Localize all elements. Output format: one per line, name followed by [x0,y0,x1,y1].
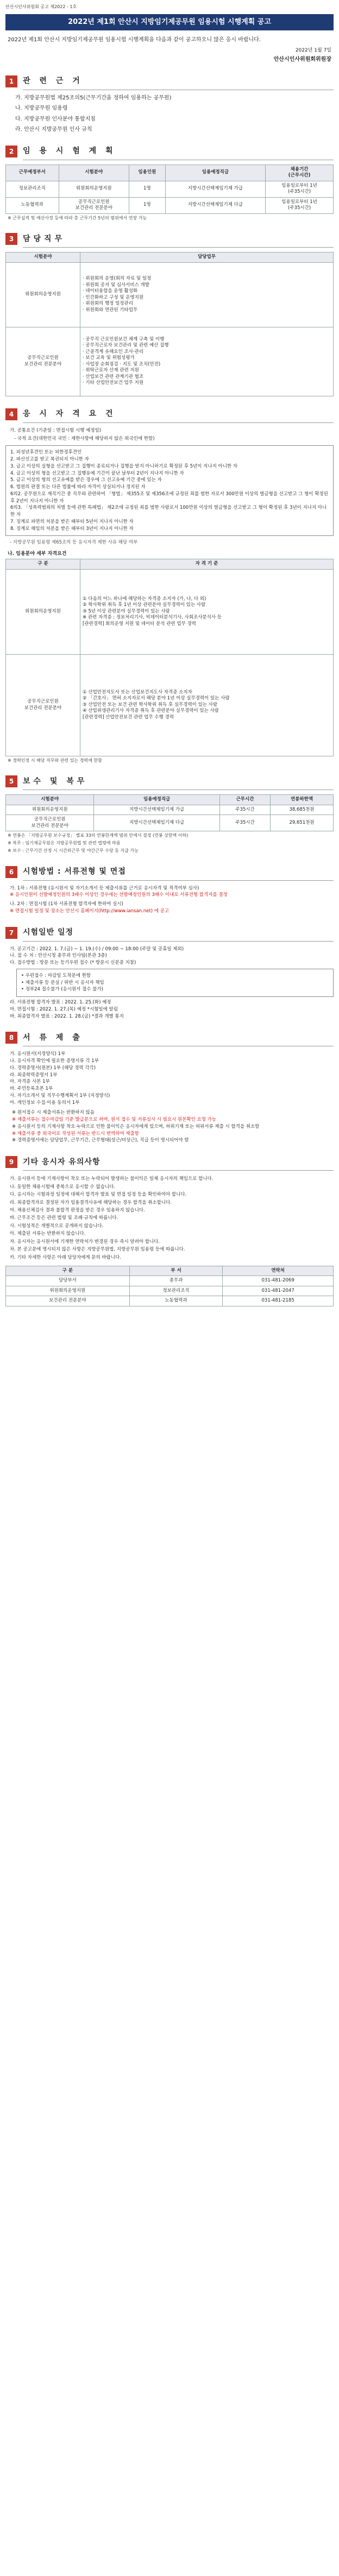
section-title: 시험일반 일정 [23,928,74,937]
table-cell: ① 산업안전지도사 또는 산업보건지도사 자격증 소지자 ② 「간호사」 면허 소지자로서 해당 분야 1년 이상 실무경력이 있는 사람 ③ 산업안전 또는 보건 관련 학사학위 취득 후 실무경력이 있는 사람 ④ 산업위생관리기사 자격증 취득 후 관련분야 실무경력이 있는 사람 [관련경력] 산업안전보건 관련 업무 수행 경력 [80,654,334,756]
table-cell: 임용일로부터 1년 (주35시간) [266,197,334,213]
table-cell: 임용일로부터 1년 (주35시간) [266,181,334,197]
disqualification-box [5,445,334,536]
table-cell: 29,651천원 [271,815,334,831]
list-item: 라. 안산시 지방공무원 인사 규칙 [15,127,92,133]
list-item: • 정부24 접수불가 (응시원서 접수 불가) [21,987,103,993]
list-item: 마. 면접시험 : 2022. 1. 27.(목) 예정 *시험일에 알림 [10,1006,118,1012]
table-cell: 정보관리조직 [6,181,59,197]
contact-table [5,1266,334,1306]
list-item: 2. 파산선고를 받고 복권되지 아니한 자 [10,457,89,463]
table-cell: 지방시간선택제임기제 가급 [94,805,219,815]
section-5-heading [5,775,334,787]
table-row [6,1286,334,1296]
schedule-list [10,946,334,967]
table-cell: 공무직근로인원 보건관리 전문분야 [59,197,129,213]
table-cell: 보건관리 전문분야 [6,1296,130,1306]
table-header: 구 분 [6,559,80,569]
list-item: 마. 자격증 사본 1부 [10,1079,50,1085]
section-number: 9 [5,1156,17,1168]
disqualification-note: - 지방공무원 임용령 제65조의 등 응시자격 제한 사유 해당 여부 [10,540,138,546]
table-row [6,327,334,396]
table-header: 임용예정직급 [94,795,219,805]
submission-notice-box [16,969,334,997]
list-item: 라. 최종합격자로 결정된 자가 임용결격사유에 해당하는 경우 합격을 취소합니다. [10,1199,172,1205]
table-cell: 위원회의운영지원 [6,1286,130,1296]
table-cell: 위원회의운영지원 [6,262,80,327]
section-1-heading [5,75,334,87]
table-cell: · 위원회의 운영(회의 자료 및 일정 · 위원회 공지 및 심사서비스 개발 · 데이터융합을 운영 활성화 · 인간화하고 구성 및 운영지원 · 위원회의 행정 일정관리 · 위원회와 연관된 기타업무 [80,262,334,327]
table-cell: 총무과 [129,1276,223,1286]
list-item: ※ 원서접수 시 제출서류는 반환하지 않음 [12,1110,95,1116]
table-row [6,1296,334,1306]
list-item: 6. 법원의 판결 또는 다른 법률에 따라 자격이 상실되거나 정지된 자 [10,484,146,490]
list-item: 6의2. 공무원으로 재직기간 중 직무와 관련하여 「형법」 제355조 및 제356조에 규정된 죄를 범한 자로서 300만원 이상의 벌금형을 선고받고 그 형이 확정된 후 2년이 지나지 아니한 자 [10,491,328,504]
salary-table [5,794,334,831]
section-number: 2 [5,146,17,157]
table-cell: 노동협력과 [6,197,59,213]
table-header: 연락처 [223,1266,334,1276]
list-item: 나. 응시자격 확인에 필요한 증명서류 각 1부 [10,1058,99,1064]
table-header: 근무예정부서 [6,165,59,181]
legal-basis-list [5,94,334,134]
qualification-intro-sub: - 국적 요건(대한민국 국민 : 제한사항에 해당하지 않은 외국인에 한함) [14,435,155,441]
table-cell: 지방시간선택제임기제 가급 [165,181,265,197]
section-9-heading [5,1156,334,1168]
table-cell: 노동협력과 [129,1296,223,1306]
qualification-table [5,559,334,756]
table-row [6,1276,334,1286]
table-cell: 1명 [129,197,166,213]
section-title: 서 류 제 출 [23,1033,83,1042]
documents-notes [12,1109,334,1144]
table-header: 부 서 [129,1266,223,1276]
list-item: ※ 제출서류 중 외국어로 작성된 서류는 반드시 번역하여 제출함 [12,1131,140,1137]
list-item: 다. 경력증명서(원본) 1부 (해당 경력 각각) [10,1065,96,1071]
section-number: 1 [5,75,17,87]
section-number: 4 [5,408,17,420]
table-cell: 공무직근로인원 보건관리 전문분야 [6,654,80,756]
table-header: 임용예정직급 [165,165,265,181]
list-item: 가. 공고기간 : 2022. 1. 7.(금) ~ 1. 19.(수) / 09:00 ~ 18:00 (주말 및 공휴일 제외) [10,946,184,952]
section-number: 5 [5,775,17,787]
list-item: 5. 금고 이상의 형의 선고유예를 받은 경우에 그 선고유예 기간 중에 있는 자 [10,477,162,483]
list-item: • 우편접수 : 마감일 도착분에 한함 [21,973,91,978]
list-item: 가. 응시원서(지정양식) 1부 [10,1051,66,1057]
issuing-org: 안산시인사위원회위원장 [273,56,331,63]
section-2-heading [5,146,334,157]
table-row [6,197,334,213]
section-7-heading [5,927,334,939]
section-8-heading [5,1032,334,1044]
list-item: 마. 채용신체검사 결과 불합격 판정을 받은 경우 임용하지 않습니다. [10,1207,145,1213]
list-item: ※ 응시원서 등의 기재사항 착오·누락으로 인한 불이익은 응시자에게 있으며, 허위기재 또는 허위서류 제출 시 합격을 취소함 [12,1123,260,1129]
list-item: ※ 응시인원이 선발예정인원의 3배수 이상인 경우에는 선발예정인원의 3배수 이내로 서류전형 합격자를 결정 [10,892,228,898]
section-title: 임 용 시 험 계 획 [23,147,116,156]
list-item: 다. 지방공무원 인사분야 통합지침 [15,116,96,122]
list-item: 나. 지방공무원 임용령 [15,105,68,112]
section-6-heading [5,866,334,878]
section-number: 8 [5,1032,17,1044]
table-cell: 공무직근로인원 보건관리 전문분야 [6,327,80,396]
table-cell: 지방시간선택제임기제 다급 [94,815,219,831]
salary-note: ※ 연봉은 「지방공무원 보수규정」 별표 33의 연봉한계액 범위 안에서 결정 (연봉 상한액 이하) [8,833,189,838]
list-item: 바. 주민등록초본 1부 [10,1086,53,1092]
table-header: 시험분야 [6,252,80,262]
lead-paragraph: 2022년 제1회 안산시 지방임기제공무원 임용시험 시행계획을 다음과 같이 공고하오니 많은 응시 바랍니다. [8,36,261,43]
list-item: 사. 시험성적은 개별적으로 공개하지 않습니다. [10,1223,104,1229]
list-item: 6의3. 「성폭력범죄의 처벌 등에 관한 특례법」 제2조에 규정된 죄를 범한 사람로서 100만원 이상의 벌금형을 선고받고 그 형이 확정된 후 3년이 지나지 아니한 자 [10,505,327,518]
table-cell: 정보관리조직 [129,1286,223,1296]
table-header: 채용기간 (근무시간) [266,165,334,181]
list-item: 3. 금고 이상의 실형을 선고받고 그 집행이 종료되거나 집행을 받지 아니하기로 확정된 후 5년이 지나지 아니한 자 [10,463,238,469]
section-4-heading [5,408,334,420]
list-item: 바. 최종합격자 발표 : 2022. 1. 28.(금) *결과 개별 통지 [10,1013,124,1019]
list-item: 나. 2차 : 면접시험 (1차 서류전형 합격자에 한하여 실시) [10,901,123,907]
list-item: 7. 징계로 파면의 처분을 받은 때부터 5년이 지나지 아니한 자 [10,519,134,525]
salary-note: ※ 보수 : 근무기간 산정 시 시간외근무 및 야간근무 수당 등 지급 가능 [8,848,139,853]
qualification-intro: 가. 공통요건 (기준일 : 면접시험 시행 예정일) [10,427,101,433]
document-page [5,0,334,1306]
table-row [6,569,334,654]
section-title: 담당직무 [23,234,66,243]
section-title: 보수 및 복무 [23,776,88,786]
precautions-list [10,1175,334,1261]
table-cell: 031-481-2069 [223,1276,334,1286]
table-row [6,805,334,815]
list-item: 라. 최종학력증명서 1부 [10,1072,58,1078]
list-item: 1. 피성년후견인 또는 피한정후견인 [10,450,82,456]
list-item: 8. 징계로 해임의 처분을 받은 때부터 3년이 지나지 아니한 자 [10,526,134,532]
table-header: 담당업무 [80,252,334,262]
list-item: 나. 접 수 처 : 안산시청 총무과 인사팀(본관 3층) [10,953,107,959]
table-cell: · 공무직 근로인원보건 체계 구축 및 이행 · 공무직근로자 보건관리 및 관련 예산 집행 · 근골격계 유해요인 조사·관리 · 보건 교육 및 위험성평가 · 사업장 순회점검 · 지도 및 조치(안전) · 위탁근로자 산재 관련 지원 · 산업보건 관련 관계기관 협조 · 기타 산업안전보건 업무 지원 [80,327,334,396]
list-item: 아. 개인정보 수집·이용 동의서 1부 [10,1100,80,1106]
list-item: ※ 면접시험 일정 및 장소는 안산시 홈페이지(http://www.iansan.net) 에 공고 [10,908,170,914]
list-item: 나. 동일한 채용시험에 중복으로 응시할 수 없습니다. [10,1184,116,1190]
section-title: 관 련 근 거 [23,77,83,86]
schedule-list-2 [10,999,334,1020]
section-title: 응 시 자 격 요 건 [23,409,116,419]
section-number: 3 [5,233,17,245]
section-number: 7 [5,927,17,939]
list-item: ※ 경력증명서에는 담당업무, 근무기간, 근무형태(상근/비상근), 직급 등이 명시되어야 함 [12,1138,189,1144]
list-item: 바. 근무조건 등은 관련 법령 및 조례·규칙에 따릅니다. [10,1215,118,1221]
table-header: 임용인원 [129,165,166,181]
list-item: 가. 지방공무원법 제25조의5(근무기간을 정하여 임용하는 공무원) [15,94,172,101]
list-item: 자. 응시자는 응시원서에 기재한 연락처가 변경된 경우 즉시 알려야 합니다. [10,1239,160,1245]
table-cell: 공무직근로인원 보건관리 전문분야 [6,815,94,831]
section-number: 6 [5,866,17,878]
list-item: 다. 접수방법 : 방문 또는 등기우편 접수 (* 방문시 신분증 지참) [10,960,136,966]
table-header: 시험분야 [59,165,129,181]
table-header: 시험분야 [6,795,94,805]
table-cell: ① 다음의 어느 하나에 해당하는 자격증 소지자 (가, 나, 다 외) ② 학사학위 취득 후 1년 이상 관련분야 실무경력이 있는 사람 ③ 5년 이상 관련분야 실무경력이 있는 사람 ※ 관련 자격증 : 정보처리기사, 빅데이터분석기사, 사회조사분석사 등 [관련경력] 회의운영 지원 및 데이터 분석 관련 업무 경력 [80,569,334,654]
documents-list [10,1051,334,1106]
list-item: 4. 금고 이상의 형을 선고받고 그 집행유예 기간이 끝난 날부터 2년이 지나지 아니한 자 [10,470,184,476]
publication-number: 안산시인사위원회 공고 제2022 - 1호 [5,4,77,9]
table-header: 구 분 [6,1266,130,1276]
list-item: 다. 응시자는 시험과정 일정에 대해서 합격자 발표 및 면접 일정 등을 확인하여야 합니다. [10,1192,187,1198]
list-item: 라. 서류전형 합격자 발표 : 2022. 1. 25.(화) 예정 [10,1000,111,1006]
table-row [6,815,334,831]
list-item: 가. 1차 : 서류전형 (응시원서 및 자기소개서 등 제출서류를 근거로 응시자격 및 적격여부 심사) [10,885,199,891]
table-cell: 031-481-2047 [223,1286,334,1296]
table-row [6,262,334,327]
table-cell: 주35시간 [219,805,270,815]
exam-method-list [10,885,334,915]
table-note: ※ 근무실적 및 예산사정 등에 따라 총 근무기간 5년의 범위에서 연장 가능 [8,215,147,220]
table-cell: 38,685천원 [271,805,334,815]
section-3-heading [5,233,334,245]
list-item: 가. 응시원서 등에 기재사항이 착오 또는 누락되어 발생하는 불이익은 일체 응시자의 책임으로 합니다. [10,1176,214,1182]
table-row [6,181,334,197]
date-signature [5,47,331,64]
table-header: 연봉하한액 [271,795,334,805]
page-title: 2022년 제1회 안산시 지방임기제공무원 임용시험 시행계획 공고 [5,14,334,30]
section-title: 시험방법 : 서류전형 및 면접 [23,867,126,876]
list-item: 아. 제출된 서류는 반환하지 않습니다. [10,1231,86,1237]
list-item: 카. 기타 자세한 사항은 아래 담당자에게 문의 바랍니다. [10,1254,121,1260]
table-cell: 031-481-2185 [223,1296,334,1306]
table-cell: 주35시간 [219,815,270,831]
table-cell: 담당부서 [6,1276,130,1286]
list-item: • 제출서류 등 분실 / 위반 시 응시자 책임 [21,980,104,986]
exam-plan-table [5,165,334,214]
table-row [6,654,334,756]
table-header: 근무시간 [219,795,270,805]
table-cell: 지방시간선택제임기제 다급 [165,197,265,213]
publication-date: 2022년 1월 7일 [295,48,331,54]
table-cell: 1명 [129,181,166,197]
section-title: 기타 응시자 유의사항 [23,1157,101,1166]
table-cell: 위원회의운영지원 [59,181,129,197]
list-item: ※ 제출서류는 접수마감일 기준 발급분으로 하며, 원서 접수 및 서류심사 시 필요시 원본확인 요청 가능 [12,1117,217,1123]
table-note: ※ 경력인정 시 해당 직무와 관련 있는 경력에 한함 [8,757,102,763]
table-header: 자 격 기 준 [80,559,334,569]
table-cell: 위원회의운영지원 [6,805,94,815]
detail-qualification-title: 나. 임용분야 세부 자격요건 [8,551,67,557]
table-cell: 위원회의운영지원 [6,569,80,654]
list-item: 차. 본 공고문에 명시되지 않은 사항은 지방공무원법, 지방공무원 임용령 등에 따릅니다. [10,1247,185,1253]
list-item: 사. 자기소개서 및 직무수행계획서 1부 (지정양식) [10,1093,110,1098]
duties-table [5,252,334,396]
salary-note: ※ 복무 : 임기제공무원은 지방공무원법 및 관련 법령에 따름 [8,841,121,846]
